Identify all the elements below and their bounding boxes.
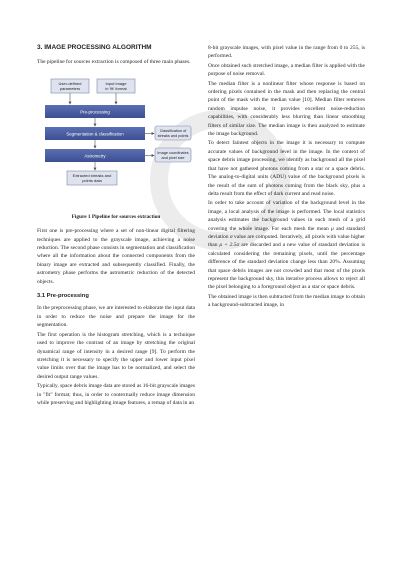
- left-paragraph-4: Typically, space debris image data are stored as 16-bit grayscale images in "fit" format; thus, in order to contextually reduce image dimension while preserving and highlighting image features, a remap of data in an: [37, 383, 195, 406]
- right-paragraph-6: The obtained image is then subtracted from the median image to obtain a background-subtracted image, in: [208, 293, 365, 309]
- p5-text-d: are discarded and a new value of standard deviation is calculated considering the remaining pixels, until the percentage difference of the standard deviation change less than 20%. Assuming that space debris images are not crowded and that most of the pixels represent the background sky, this iterative process allows to reject all the pixel belonging to a foreground object as a star or space debris.: [208, 242, 365, 291]
- right-paragraph-4: To detect faintest objects in the image it is necessary to compute accurate values of background level in the image. In the context of space debris image processing, we identify as background all the pixel that have not gathered photons coming from a star or a space debris. The analog-to-digital units (ADU) value of the background pixels is the result of the sum of photons coming from the black sky, plus a delta result from the effect of dark current and read noise.: [208, 140, 365, 197]
- extracted-label-1: Extracted streaks and: [72, 172, 112, 178]
- left-paragraph-1: First one is pre-processing where a set of non-linear digital filtering techniques are applied to the grayscale image, achieving a noise reduction. The second phase consists in segmentation and classification where all the information about the connected components from the binary image are extracted and subsequently classified. Finally, the astrometry phase performs the astrometric reduction of the detected objects.: [37, 228, 195, 285]
- user-params-label-1: User-defined: [58, 80, 82, 86]
- mu-symbol: μ: [331, 225, 334, 232]
- threshold-expression: μ + 2.5σ: [219, 242, 240, 249]
- image-coords-label-2: and pixel size: [161, 155, 185, 160]
- classification-label-1: Classification of: [159, 128, 187, 133]
- sigma-symbol: σ: [229, 233, 233, 240]
- p5-text-a: In order to take account of variation of the background level in the image, a local analysis of the image is performed. The local statistics analysis estimates the background values in each mesh of a grid covering the whole image. For each mesh the mean: [208, 200, 365, 232]
- right-paragraph-2: Once obtained such stretched image, a median filter is applied with the purpose of noise removal.: [208, 62, 365, 78]
- subsection-heading: 3.1 Pre-processing: [37, 293, 89, 300]
- p5-text-b: and standard deviation: [208, 225, 366, 240]
- left-paragraph-2: In the preprocessing phase, we are interested to elaborate the input data in order to reduce the noise and prepare the image for the segmentation.: [37, 305, 195, 329]
- right-paragraph-1: 8-bit grayscale images, with pixel value in the range from 0 to 255, is performed.: [208, 45, 365, 60]
- input-image-label-1: Input image: [105, 80, 127, 86]
- right-paragraph-5: [208, 199, 365, 291]
- section-heading: 3. IMAGE PROCESSING ALGORITHM: [37, 44, 152, 51]
- astrometry-label: Astrometry: [84, 153, 106, 159]
- preprocessing-label: Pre-processing: [80, 109, 110, 115]
- right-column: [208, 44, 365, 311]
- image-coords-label-1: Image coordinates: [157, 150, 189, 155]
- left-paragraph-3: The first operation is the histogram stretching, which is a technique used to improve the contrast of an image by stretching the original dynamical range of intensity in a desired range [9]. To perform the stretching it is necessary to specify the upper and lower input pixel value limits over that the image has to be normalized, and select the desired output range values.: [37, 331, 195, 380]
- pipeline-figure: [37, 71, 195, 209]
- right-paragraph-3: The median filter is a nonlinear filter whose response is based on ordering pixels contained in the mask and then replacing the central point of the mask with the median value [10]. Median filter removes random impulse noise, it provides excellent noise-reduction capabilities, with considerably less blurring than linear smoothing filters of similar size. The median image is then analyzed to estimate the image background.: [208, 80, 365, 138]
- pipeline-diagram: [37, 71, 195, 209]
- left-column: [37, 44, 195, 408]
- input-image-label-2: in 'fit' format: [105, 85, 127, 91]
- segmentation-label: Segmentation & classification: [66, 131, 124, 137]
- p5-text-c: value are computed. Iteratively, all pixels with value higher than: [208, 233, 366, 249]
- extracted-label-2: points data: [82, 177, 102, 183]
- classification-label-2: streaks and points: [157, 133, 189, 138]
- figure-caption: Figure 1 Pipeline for sources extraction: [71, 213, 161, 220]
- section-intro: The pipeline for sources extraction is composed of three main phases.: [37, 59, 191, 66]
- user-params-label-2: parameters: [59, 85, 81, 91]
